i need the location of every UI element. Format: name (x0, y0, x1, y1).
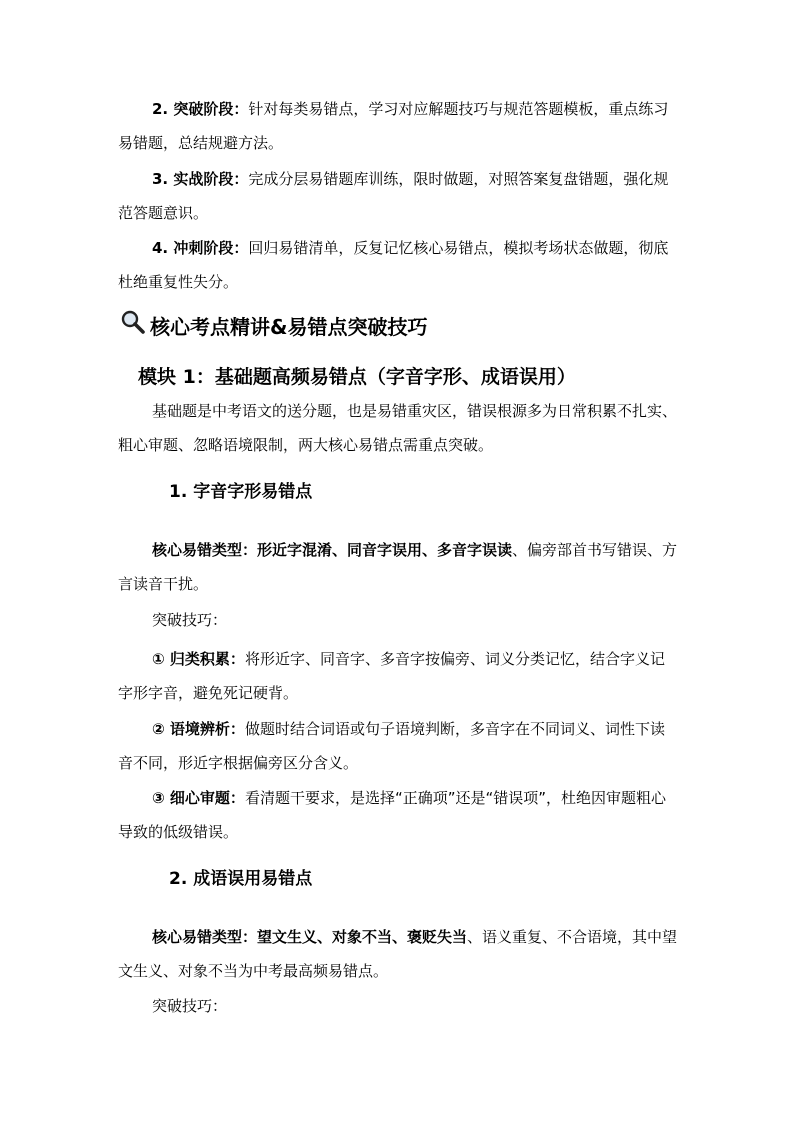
section-heading (120, 309, 427, 344)
tip-3-text: 看清题干要求，是选择“正确项”还是“错误项”，杜绝因审题粗心导致的低级错误。 (118, 789, 667, 841)
section-title: 核心考点精讲&易错点突破技巧 (150, 314, 428, 339)
part-1-title: 1. 字音字形易错点 (169, 482, 313, 502)
phase-4-text: 回归易错清单，反复记忆核心易错点，模拟考场状态做题，彻底杜绝重复性失分。 (118, 239, 669, 291)
tip-1 (118, 642, 678, 710)
tip-2-label: ② 语境辨析： (152, 720, 245, 738)
tip-1-text: 将形近字、同音字、多音字按偏旁、词义分类记忆，结合字义记字形字音，避免死记硬背。 (118, 650, 665, 702)
tip-3 (118, 781, 678, 849)
part-2-title: 2. 成语误用易错点 (169, 869, 313, 889)
part-2-types (118, 920, 678, 988)
tip-1-label: ① 归类积累： (152, 650, 245, 668)
phase-2-text: 针对每类易错点，学习对应解题技巧与规范答题模板，重点练习易错题，总结规避方法。 (118, 100, 669, 152)
phase-3-paragraph (118, 162, 678, 230)
phase-4-paragraph (118, 231, 678, 299)
tip-2-text: 做题时结合词语或句子语境判断，多音字在不同词义、词性下读音不同，形近字根据偏旁区分含义。 (118, 720, 665, 772)
part-1-types-rest: 、偏旁部首书写错误、方言读音干扰。 (118, 541, 678, 593)
phase-4-label: 4. 冲刺阶段： (152, 239, 249, 257)
phase-2-paragraph (118, 92, 678, 160)
part-1-types (118, 533, 678, 601)
part-1-types-label: 核心易错类型： (152, 541, 258, 559)
phase-2-label: 2. 突破阶段： (152, 100, 249, 118)
tip-2 (118, 712, 678, 780)
part-2-types-bold: 望文生义、对象不当、褒贬失当 (257, 928, 468, 946)
phase-3-text: 完成分层易错题库训练，限时做题，对照答案复盘错题，强化规范答题意识。 (118, 170, 669, 222)
module-intro: 基础题是中考语文的送分题，也是易错重灾区，错误根源多为日常积累不扎实、粗心审题、忽略语境限制，两大核心易错点需重点突破。 (118, 402, 678, 454)
phase-3-label: 3. 实战阶段： (152, 170, 249, 188)
part-1-types-bold: 形近字混淆、同音字误用、多音字误读 (257, 541, 513, 559)
tip-3-label: ③ 细心审题： (152, 789, 245, 807)
magnifier-icon (120, 309, 150, 344)
module-title: 模块 1：基础题高频易错点（字音字形、成语误用） (138, 366, 576, 388)
part-1-tips-label: 突破技巧： (152, 611, 228, 629)
part-2-tips-label: 突破技巧： (152, 997, 228, 1015)
part-2-types-label: 核心易错类型： (152, 928, 258, 946)
part-2-types-rest: 、语义重复、不合语境，其中望文生义、对象不当为中考最高频易错点。 (118, 928, 678, 980)
